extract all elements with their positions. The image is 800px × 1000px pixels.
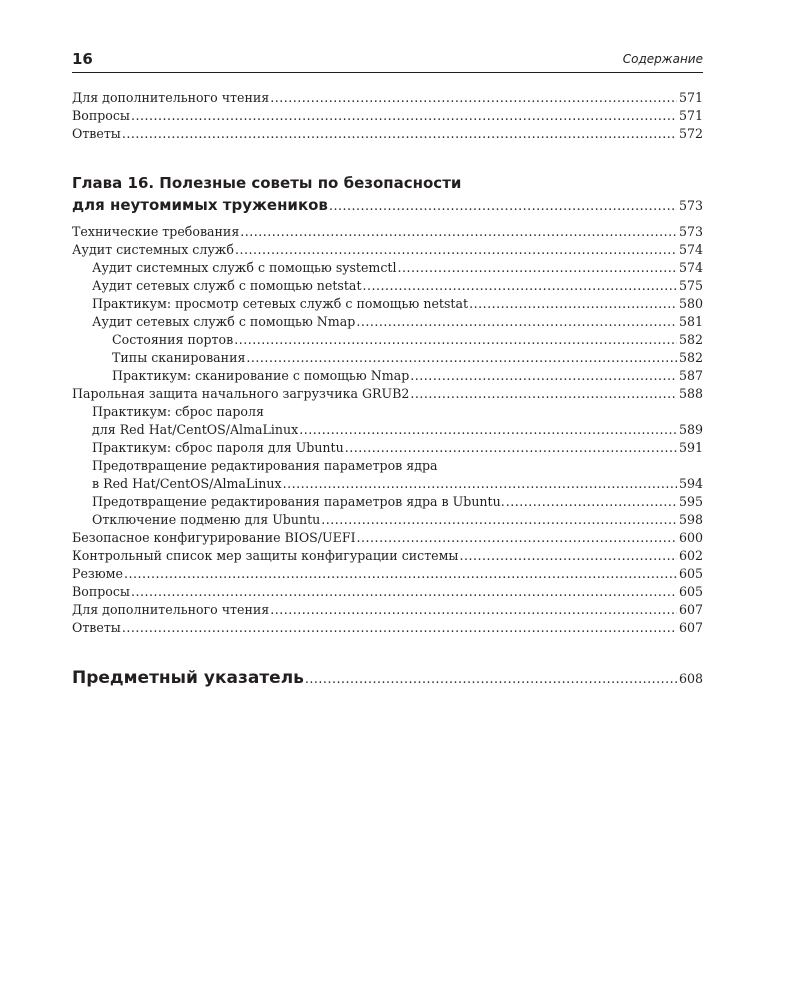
toc-entry-title: Безопасное конфигурирование BIOS/UEFI: [72, 530, 356, 545]
toc-entry[interactable]: [72, 125, 703, 143]
toc-entry-page: 598: [678, 512, 703, 527]
toc-entry-page: 582: [678, 350, 703, 365]
dot-leader: [410, 367, 677, 385]
dot-leader: [459, 547, 677, 565]
toc-entry-page: 605: [678, 584, 703, 599]
toc-entry-title-line1: Практикум: сброс пароля: [92, 404, 264, 419]
toc-entry[interactable]: [72, 89, 703, 107]
toc-entry-page: 582: [678, 332, 703, 347]
toc-entry-title: Аудит сетевых служб с помощью netstat: [92, 278, 362, 293]
dot-leader: [357, 529, 677, 547]
page-header: [72, 48, 703, 73]
toc-entry-page: 600: [678, 530, 703, 545]
toc-entry-page: 605: [678, 566, 703, 581]
dot-leader: [122, 125, 677, 143]
dot-leader: [270, 89, 677, 107]
toc-entry-title: Резюме: [72, 566, 124, 581]
chapter-heading-line1: Глава 16. Полезные советы по безопасности: [72, 174, 462, 192]
toc-entry-page: 595: [678, 494, 703, 509]
toc-entry-title: Аудит системных служб с помощью systemctl: [92, 260, 397, 275]
dot-leader: [131, 583, 677, 601]
toc-entry[interactable]: [72, 565, 703, 583]
toc-subentry[interactable]: [72, 295, 703, 313]
dot-leader: [506, 493, 677, 511]
toc-entry-page: 602: [678, 548, 703, 563]
dot-leader: [299, 421, 677, 439]
toc-entry-title-line1: Предотвращение редактирования параметров ядра: [92, 458, 438, 473]
running-title: Содержание: [622, 52, 703, 66]
toc-entry-title: Технические требования: [72, 224, 240, 239]
dot-leader: [124, 565, 677, 583]
chapter-heading-line2: для неутомимых тружеников: [72, 196, 328, 214]
toc-subentry[interactable]: [72, 421, 703, 439]
chapter-page: 573: [678, 198, 703, 213]
toc-entry-title: Состояния портов: [112, 332, 234, 347]
toc-entry-title: Типы сканирования: [112, 350, 246, 365]
dot-leader: [122, 619, 677, 637]
toc-entry-title: Для дополнительного чтения: [72, 602, 270, 617]
dot-leader: [398, 259, 677, 277]
toc-entry[interactable]: [72, 385, 703, 403]
index-title: Предметный указатель: [72, 668, 304, 688]
toc-subsubentry[interactable]: [72, 349, 703, 367]
toc-entry[interactable]: [72, 529, 703, 547]
dot-leader: [345, 439, 677, 457]
toc-entry-page: 571: [678, 90, 703, 105]
index-entry[interactable]: [72, 666, 703, 690]
toc-entry-title: в Red Hat/CentOS/AlmaLinux: [92, 476, 282, 491]
toc-subentry[interactable]: [72, 493, 703, 511]
toc-entry-title: Вопросы: [72, 584, 130, 599]
toc-entry-page: 575: [678, 278, 703, 293]
toc-subentry[interactable]: [72, 259, 703, 277]
dot-leader: [246, 349, 677, 367]
toc-entry-page: 572: [678, 126, 703, 141]
dot-leader: [235, 241, 677, 259]
dot-leader: [305, 667, 677, 691]
toc-entry-title: для Red Hat/CentOS/AlmaLinux: [92, 422, 299, 437]
index-page: 608: [678, 671, 703, 686]
page-number: 16: [72, 50, 93, 68]
dot-leader: [329, 195, 677, 217]
toc-entry-title: Ответы: [72, 126, 121, 141]
toc-entry-page: 589: [678, 422, 703, 437]
toc-entry-page: 574: [678, 242, 703, 257]
toc-entry[interactable]: [72, 107, 703, 125]
toc-entry-page: 574: [678, 260, 703, 275]
dot-leader: [410, 385, 677, 403]
toc-entry-title: Вопросы: [72, 108, 130, 123]
toc-entry-title: Отключение подменю для Ubuntu: [92, 512, 321, 527]
toc-entry-title: Ответы: [72, 620, 121, 635]
toc-subsubentry[interactable]: [72, 367, 703, 385]
toc-subentry[interactable]: [72, 277, 703, 295]
toc-entry-page: 588: [678, 386, 703, 401]
toc-subentry[interactable]: [72, 313, 703, 331]
toc-entry-title: Парольная защита начального загрузчика GRUB2: [72, 386, 410, 401]
toc-subentry[interactable]: [72, 475, 703, 493]
toc-entry-title: Практикум: сброс пароля для Ubuntu: [92, 440, 344, 455]
toc-entry[interactable]: [72, 223, 703, 241]
dot-leader: [363, 277, 677, 295]
toc-entry-title: Аудит системных служб: [72, 242, 234, 257]
toc-entry-page: 607: [678, 620, 703, 635]
toc-entry-title: Аудит сетевых служб с помощью Nmap: [92, 314, 356, 329]
toc-entry[interactable]: [72, 241, 703, 259]
toc-subentry[interactable]: [72, 511, 703, 529]
toc-entry[interactable]: [72, 619, 703, 637]
dot-leader: [240, 223, 677, 241]
dot-leader: [270, 601, 677, 619]
dot-leader: [234, 331, 677, 349]
toc-entry-page: 571: [678, 108, 703, 123]
toc-entry-page: 607: [678, 602, 703, 617]
dot-leader: [469, 295, 677, 313]
toc-entry-title: Практикум: просмотр сетевых служб с помощью netstat: [92, 296, 469, 311]
dot-leader: [321, 511, 677, 529]
chapter-heading[interactable]: [72, 194, 703, 216]
toc-entry-page: 580: [678, 296, 703, 311]
dot-leader: [131, 107, 677, 125]
toc-entry-title: Практикум: сканирование с помощью Nmap: [112, 368, 410, 383]
toc-entry[interactable]: [72, 601, 703, 619]
toc-entry-page: 587: [678, 368, 703, 383]
dot-leader: [356, 313, 677, 331]
toc-entry[interactable]: [72, 547, 703, 565]
toc-entry-page: 594: [678, 476, 703, 491]
toc-subsubentry[interactable]: [72, 331, 703, 349]
toc-subentry[interactable]: [72, 439, 703, 457]
toc-entry[interactable]: [72, 583, 703, 601]
toc-entry-title: Предотвращение редактирования параметров ядра в Ubuntu.: [92, 494, 505, 509]
toc-entry-page: 591: [678, 440, 703, 455]
dot-leader: [283, 475, 677, 493]
toc-entry-title: Для дополнительного чтения: [72, 90, 270, 105]
toc-entry-page: 581: [678, 314, 703, 329]
toc-entry-page: 573: [678, 224, 703, 239]
toc-entry-title: Контрольный список мер защиты конфигурации системы: [72, 548, 459, 563]
